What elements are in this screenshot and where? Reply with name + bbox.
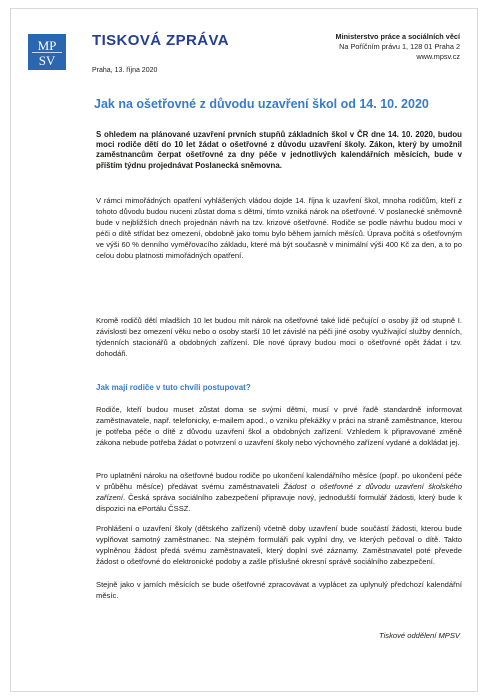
svg-text:MP: MP [37,38,57,53]
ministry-name: Ministerstvo práce a sociálních věcí [335,32,460,41]
paragraph-1-text: V rámci mimořádných opatření vyhlášených vládou dojde 14. října k uzavření škol, mnoha rodičům, kteří z tohoto důvodu budou nuceni zůstat doma s dětmi, tímto vzniká nárok na ošetřovné. V poslanecké sněmovně bude v nejbližších dnech projednán návrh na tzv. krizové ošetřovné. Rodiče se podle návrhu budou moci v péči o dítě střídat bez omezení, obdobně jako tomu bylo během jarních měsíců. Úprava počítá s ošetřovným ve výši 60 % denního vyměřovacího základu, které má být současně v minimální výši 400 Kč za den, a to po celou dobu platnosti mimořádných opatření. [96,196,462,260]
paragraph-4 [96,471,462,515]
paragraph-6 [96,580,462,602]
paragraph-4-part-b: . Česká správa sociálního zabezpečení připravuje nový, jednodušší formulář žádosti, který bude k dispozici na ePortálu ČSSZ. [96,492,462,513]
paragraph-1 [96,196,462,261]
form-name-emphasis: Žádost o ošetřovné z důvodu uzavření školského zařízení [96,481,462,502]
ministry-website[interactable]: www.mpsv.cz [416,52,460,61]
paragraph-2 [96,316,462,360]
paragraph-5-text: Prohlášení o uzavření školy (dětského zařízení) včetně doby uzavření bude součástí žádosti, kterou bude vyplňovat samotný zaměstnanec. Na stejném formuláři pak vyplní dny, ve kterých pečoval o dítě. Takto vyplněnou žádost předá svému zaměstnavateli, který doplní své záznamy. Zaměstnavatel poté převede žádost o ošetřovné do elektronické podoby a zašle příslušné okresní správě sociálního zabezpečení. [96,524,462,566]
release-date: Praha, 13. října 2020 [92,67,158,74]
svg-text:SV: SV [38,53,56,68]
paragraph-4-text [96,471,462,515]
lead-paragraph [96,130,462,171]
mpsv-logo [28,34,66,70]
paragraph-5 [96,524,462,568]
paragraph-3 [96,405,462,449]
ministry-address: Na Poříčním právu 1, 128 01 Praha 2 [339,42,460,51]
paragraph-2-text: Kromě rodičů dětí mladších 10 let budou mít nárok na ošetřovné také lidé pečující o osoby již od stupně I. závislosti bez omezení věku nebo o osoby starší 10 let závislé na péči jiné osoby využívající služby denních, týdenních stacionářů a obdobných zařízení. Dle nové úpravy budou moci o ošetřovné opět žádat i tzv. dohodáři. [96,316,462,358]
subheading: Jak mají rodiče v tuto chvíli postupovat? [96,383,251,392]
signature: Tiskové oddělení MPSV [379,631,460,640]
ministry-contact-block [335,32,460,62]
paragraph-6-text: Stejně jako v jarních měsících se bude ošetřovné zpracovávat a vyplácet za uplynulý předchozí kalendářní měsíc. [96,580,462,600]
paragraph-4-part-a: Pro uplatnění nároku na ošetřovné budou rodiče po ukončení kalendářního měsíce (popř. po ukončení péče v průběhu měsíce) předávat svému zaměstnavateli [96,471,462,491]
paragraph-3-text: Rodiče, kteří budou muset zůstat doma se svými dětmi, musí v prvé řadě standardně informovat zaměstnavatele, např. telefonicky, e-mailem apod., o vzniku překážky v práci na straně zaměstnance, kterou je potřeba péče o dítě z důvodu uzavření škol a obdobných zařízení. Vzhledem k připravované změně zákona nebude potřeba žádat o potvrzení o uzavření školy nebo výchovného zařízení vydané a dokládat jej. [96,405,462,447]
press-release-title: TISKOVÁ ZPRÁVA [92,32,229,49]
lead-text: S ohledem na plánované uzavření prvních stupňů základních škol v ČR dne 14. 10. 2020, budou moci rodiče dětí do 10 let žádat o ošetřovné z důvodu uzavření školy. Zákon, který by umožnil zaměstnancům čerpat ošetřovné za dny péče v jednotlivých kalendářních měsících, bude v příštím týdnu projednávat Poslanecká sněmovna. [96,130,462,170]
headline: Jak na ošetřovné z důvodu uzavření škol od 14. 10. 2020 [94,97,429,111]
